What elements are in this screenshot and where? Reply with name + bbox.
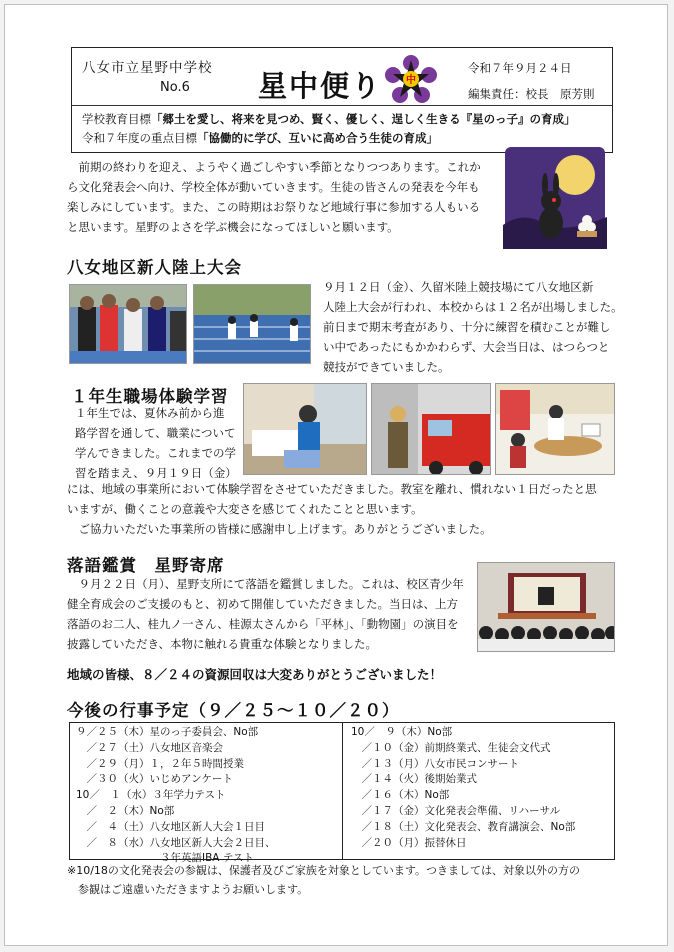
schedule-item: ／２０（月）振替休日 [351,836,467,849]
track-line: 人陸上大会が行われ、本校からは１２名が出場しました。 [323,300,623,314]
work-line: ご協力いただいた事業所の皆様に感謝申し上げます。ありがとうございました。 [67,522,492,536]
schedule-item: ９／２５（木）星のっ子委員会、No部 [76,726,259,738]
footnote-line: 参観はご遠慮いただきますようお願いします。 [67,883,309,896]
schedule-table [69,722,615,865]
schedule-heading: 今後の行事予定（９／２５～１０／２０） [67,701,400,720]
schedule-item: ／１０（金）前期終業式、生徒会文代式 [351,741,551,754]
schedule-column-right [342,723,614,859]
school-name: 八女市立星野中学校 [82,60,213,76]
intro-line: と思います。星野のよさを学ぶ機会になってほしいと願います。 [67,220,399,234]
newsletter-page [4,4,668,946]
schedule-item: ／ ２（木）No部 [76,804,175,817]
schedule-item: ／ ８（水）八女地区新人大会２日目、 [76,836,276,849]
work-line: 路学習を通して、職業について [75,426,236,440]
schedule-item: ３年英語IBA テスト [76,852,254,865]
rakugo-line: 披露していただき、本物に触れる貴重な体験となりました。 [67,637,378,651]
track-heading: 八女地区新人陸上大会 [67,258,242,277]
schedule-item: ／３０（火）いじめアンケート [76,773,233,786]
thanks-notice: 地域の皆様、８／２４の資源回収は大変ありがとうございました！ [67,667,443,682]
footnote-line: ※10/18の文化発表会の参観は、保護者及びご家族を対象としています。つきましては、対象以外の方の [67,864,581,877]
moon-rabbit-illustration [503,145,607,249]
work-line: １年生では、夏休み前から進 [75,406,225,420]
track-line: い中であったにもかかわらず、大会当日は、はつらつと [323,340,610,354]
track-photo-runners [69,284,187,364]
work-paragraph-left [75,403,237,483]
work-line: には、地域の事業所において体験学習をさせていただきました。教室を離れ、慣れない１日だったと思 [67,482,597,496]
track-line: ９月１２日（金）、久留米陸上競技場にて八女地区新 [323,280,594,294]
schedule-item: ／１６（木）No部 [351,789,450,802]
intro-line: 楽しみにしています。また、この時期はお祭りなど地域行事に参加する人もいる [67,200,481,214]
track-photo-race [193,284,311,364]
rakugo-line: ９月２２日（月）、星野支所にて落語を鑑賞しました。これは、校区青少年 [67,577,464,591]
schedule-item: ／１４（火）後期始業式 [351,773,477,786]
focus-goal [82,130,438,146]
intro-line: 前期の終わりを迎え、ようやく過ごしやすい季節となりつつあります。これか [67,160,481,174]
work-line: 学んできました。これまでの学 [75,446,236,460]
work-line: いますが、働くことの意義や大変さを感じてくれたことと思います。 [67,502,423,516]
work-line: 習を踏まえ、９月１９日（金） [75,466,237,480]
intro-line: ら文化発表会へ向け、学校全体が動いていきます。生徒の皆さんの発表を今年も [67,180,480,194]
goal-text: 「郷土を愛し、将来を見つめ、賢く、優しく、逞しく生きる『星のっ子』の育成」 [151,112,576,126]
focus-label: 令和７年度の重点目標 [82,131,197,145]
intro-paragraph [67,157,481,237]
header-box [71,47,613,153]
schedule-item: ／１８（土）文化発表会、教育講演会、No部 [351,820,576,833]
schedule-item: 10／ １（水）３年学力テスト [76,789,226,802]
track-line: 前日まで期末考査があり、十分に練習を積むことが難し [323,320,611,334]
goal-label: 学校教育目標 [82,112,151,126]
work-photo-classroom [495,383,615,475]
track-line: 競技ができていました。 [323,360,450,374]
school-emblem-icon [384,54,438,104]
footnote [67,861,580,899]
schedule-item: 10／ ９（木）No部 [351,726,453,738]
work-heading: １年生職場体験学習 [71,387,229,406]
schedule-column-left [70,723,342,865]
schedule-item: ／２９（月）１，２年５時間授業 [76,757,244,770]
schedule-item: ／ ４（土）八女地区新人大会１日目 [76,820,265,833]
issue-date: 令和７年９月２４日 [468,61,572,75]
track-paragraph [323,277,623,377]
svg-text:中: 中 [406,75,416,86]
header-divider [72,105,612,106]
work-photo-care [243,383,367,475]
newsletter-title: 星中便り [258,69,383,103]
issue-number: No.6 [160,80,190,95]
rakugo-line: 落語のお二人、桂九ノ一さん、桂源太さんから「平林」、「動物園」の演目を [67,617,459,631]
schedule-item: ／２７（土）八女地区音楽会 [76,741,223,754]
work-paragraph-full [67,479,597,539]
rakugo-line: 健全育成会のご支援のもと、初めて開催していただきました。当日は、上方 [67,597,458,611]
rakugo-paragraph [67,574,464,654]
schedule-item: ／１３（月）八女市民コンサート [351,757,519,770]
rakugo-photo-stage [477,562,615,652]
rakugo-heading: 落語鑑賞 星野寄席 [67,556,225,575]
editor-credit: 編集責任：校長 原芳則 [468,87,595,101]
focus-text: 「協働的に学び、互いに高め合う生徒の育成」 [197,131,439,145]
school-goal [82,111,575,127]
schedule-item: ／１７（金）文化発表会準備、リハーサル [351,804,561,817]
work-photo-firestation [371,383,491,475]
